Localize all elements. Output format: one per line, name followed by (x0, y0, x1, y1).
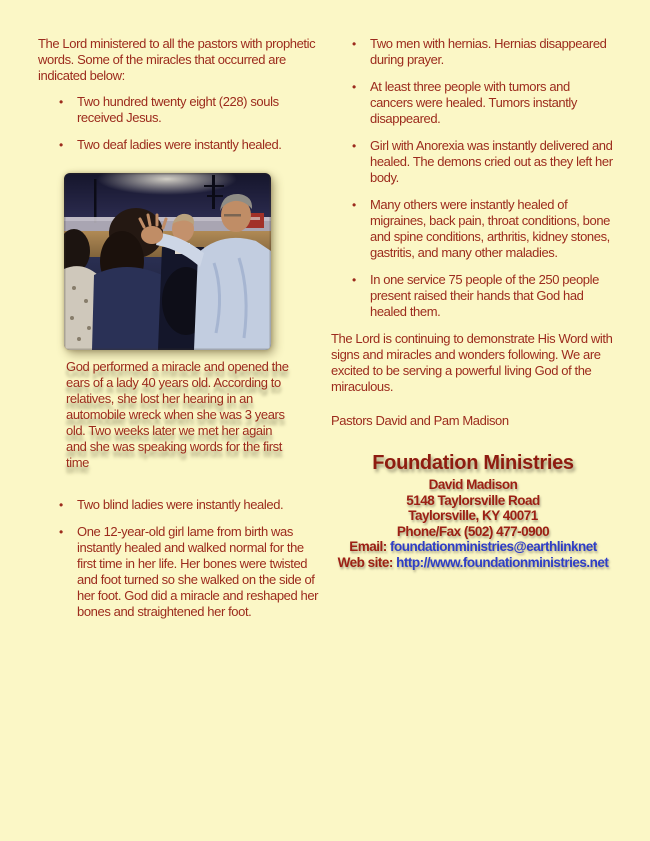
ministry-contact-block (331, 451, 615, 570)
contact-street: 5148 Taylorsville Road (406, 492, 540, 508)
bullet-icon (352, 272, 370, 320)
bullet-icon (352, 138, 370, 186)
intro-paragraph: The Lord ministered to all the pastors with prophetic words. Some of the miracles that occurred are indicated below: (38, 36, 316, 83)
healing-prayer-photo (64, 173, 271, 350)
list-item-text: Two deaf ladies were instantly healed. (77, 137, 282, 152)
miracles-list-bottom (38, 497, 324, 620)
miracles-list-right (331, 36, 615, 320)
closing-paragraph: The Lord is continuing to demonstrate His Word with signs and miracles and wonders following. We are excited to be serving a powerful living God of the miraculous. (331, 331, 613, 394)
list-item (331, 197, 615, 261)
contact-city: Taylorsville, KY 40071 (408, 508, 538, 523)
website-label: Web site: (337, 554, 393, 570)
bullet-icon (352, 197, 370, 261)
photo-caption: God performed a miracle and opened the ears of a lady 40 years old. According to relatives, she lost her hearing in an automobile wreck when she was 3 years old. Two weeks later we met her again and she was speaking words for the first time (66, 359, 289, 470)
email-label: Email: (349, 539, 387, 554)
left-column (38, 36, 324, 631)
list-item (331, 138, 615, 186)
list-item-text: Girl with Anorexia was instantly delivered and healed. The demons cried out as they left her body. (370, 138, 613, 185)
list-item-text: Many others were instantly healed of migraines, back pain, throat conditions, bone and spine conditions, arthritis, kidney stones, gastritis, and many other maladies. (370, 197, 610, 260)
list-item (38, 524, 324, 620)
website-link[interactable]: http://www.foundationministries.net (396, 554, 609, 570)
contact-web-line (331, 555, 615, 571)
list-item (38, 94, 324, 126)
bullet-icon (59, 524, 77, 620)
miracles-list-top (38, 94, 324, 153)
list-item (331, 272, 615, 320)
right-column (331, 36, 615, 570)
signature-line: Pastors David and Pam Madison (331, 413, 509, 428)
contact-name: David Madison (428, 477, 518, 492)
healing-prayer-photo-art (64, 173, 271, 350)
bullet-icon (352, 79, 370, 127)
bullet-icon (59, 94, 77, 126)
list-item-text: One 12-year-old girl lame from birth was instantly healed and walked normal for the first time in her life. Her bones were twisted and foot turned so she walked on the side of her foot. God did a miracle and reshaped her bones and straightened her foot. (77, 524, 319, 619)
list-item (331, 36, 615, 68)
bullet-icon (59, 497, 77, 513)
contact-email-line (331, 539, 615, 555)
list-item-text: Two men with hernias. Hernias disappeared during prayer. (370, 36, 607, 67)
contact-phone: Phone/Fax (502) 477-0900 (396, 523, 550, 539)
bullet-icon (59, 137, 77, 153)
list-item-text: In one service 75 people of the 250 people present raised their hands that God had healed them. (370, 272, 599, 319)
ministry-title: Foundation Ministries (372, 452, 574, 474)
list-item (38, 497, 324, 513)
list-item (331, 79, 615, 127)
email-link[interactable]: foundationministries@earthlinknet (390, 539, 597, 554)
list-item-text: At least three people with tumors and cancers were healed. Tumors instantly disappeared. (370, 79, 578, 126)
list-item-text: Two blind ladies were instantly healed. (77, 497, 284, 512)
list-item (38, 137, 324, 153)
list-item-text: Two hundred twenty eight (228) souls received Jesus. (77, 94, 279, 125)
bullet-icon (352, 36, 370, 68)
